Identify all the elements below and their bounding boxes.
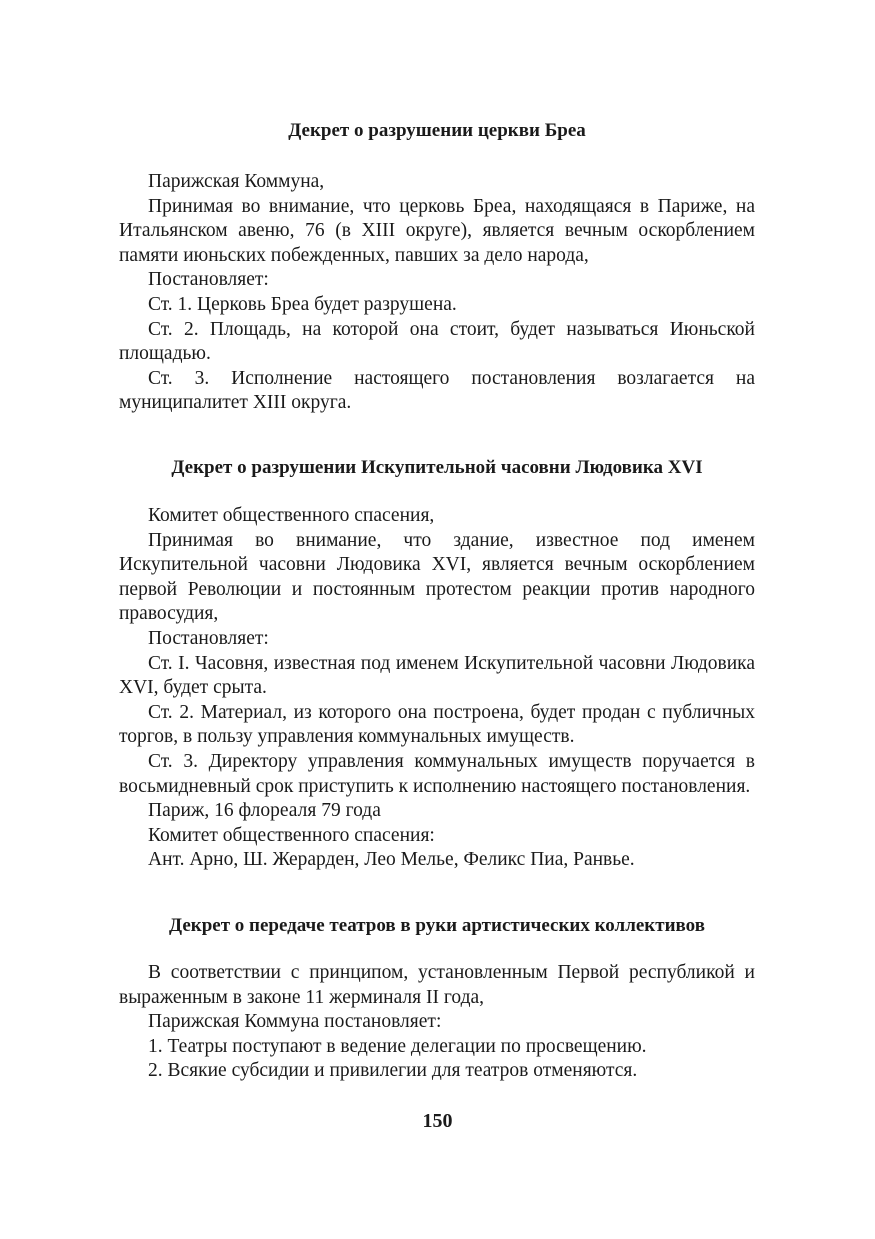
- decree-title: Декрет о передаче театров в руки артистических коллективов: [169, 915, 705, 936]
- paragraph: Комитет общественного спасения:: [148, 824, 435, 846]
- paragraph: Ст. 1. Церковь Бреа будет разрушена.: [148, 293, 457, 315]
- page-number: 150: [422, 1110, 453, 1132]
- paragraph: Ант. Арно, Ш. Жерарден, Лео Мелье, Феликс Пиа, Ранвье.: [148, 849, 635, 871]
- paragraph: Комитет общественного спасения,: [148, 505, 435, 526]
- paragraph: Ст. 3. Исполнение настоящего постановления возлагается на муниципалитет XIII округа.: [119, 367, 755, 414]
- decree-body-2: [119, 504, 755, 873]
- paragraph: Принимая во внимание, что здание, известное под именем Искупительной часовни Людовика XVI, является вечным оскорблением первой Революции и постоянным протестом реакции против народного правосудия,: [119, 529, 755, 625]
- decree-section-1: [119, 120, 755, 142]
- decree-section-2: [119, 457, 755, 479]
- paragraph: Ст. 2. Материал, из которого она построена, будет продан с публичных торгов, в пользу управления коммунальных имуществ.: [119, 701, 755, 748]
- decree-body-1: [119, 170, 755, 416]
- paragraph: Принимая во внимание, что церковь Бреа, находящаяся в Париже, на Итальянском авеню, 76 (в XIII округе), является вечным оскорблением памяти июньских побежденных, павших за дело народа,: [119, 195, 755, 266]
- decree-title: Декрет о разрушении Искупительной часовни Людовика XVI: [171, 457, 703, 478]
- paragraph: Постановляет:: [148, 269, 269, 291]
- paragraph: Постановляет:: [148, 627, 269, 649]
- paragraph: Парижская Коммуна,: [148, 171, 325, 192]
- paragraph: Париж, 16 флореаля 79 года: [148, 800, 381, 822]
- paragraph: В соответствии с принципом, установленным Первой республикой и выраженным в законе 11 жерминаля II года,: [119, 962, 755, 1008]
- paragraph: Ст. 3. Директору управления коммунальных имуществ поручается в восьмидневный срок приступить к исполнению настоящего постановления.: [119, 750, 755, 797]
- paragraph: 2. Всякие субсидии и привилегии для театров отменяются.: [148, 1060, 638, 1082]
- paragraph: Ст. 2. Площадь, на которой она стоит, будет называться Июньской площадью.: [119, 318, 755, 365]
- decree-section-3: [119, 915, 755, 937]
- paragraph: 1. Театры поступают в ведение делегации по просвещению.: [148, 1035, 647, 1057]
- paragraph: Ст. I. Часовня, известная под именем Искупительной часовни Людовика XVI, будет срыта.: [119, 652, 755, 699]
- paragraph: Парижская Коммуна постановляет:: [148, 1011, 442, 1033]
- decree-title: Декрет о разрушении церкви Бреа: [288, 120, 586, 141]
- decree-body-3: [119, 961, 755, 1084]
